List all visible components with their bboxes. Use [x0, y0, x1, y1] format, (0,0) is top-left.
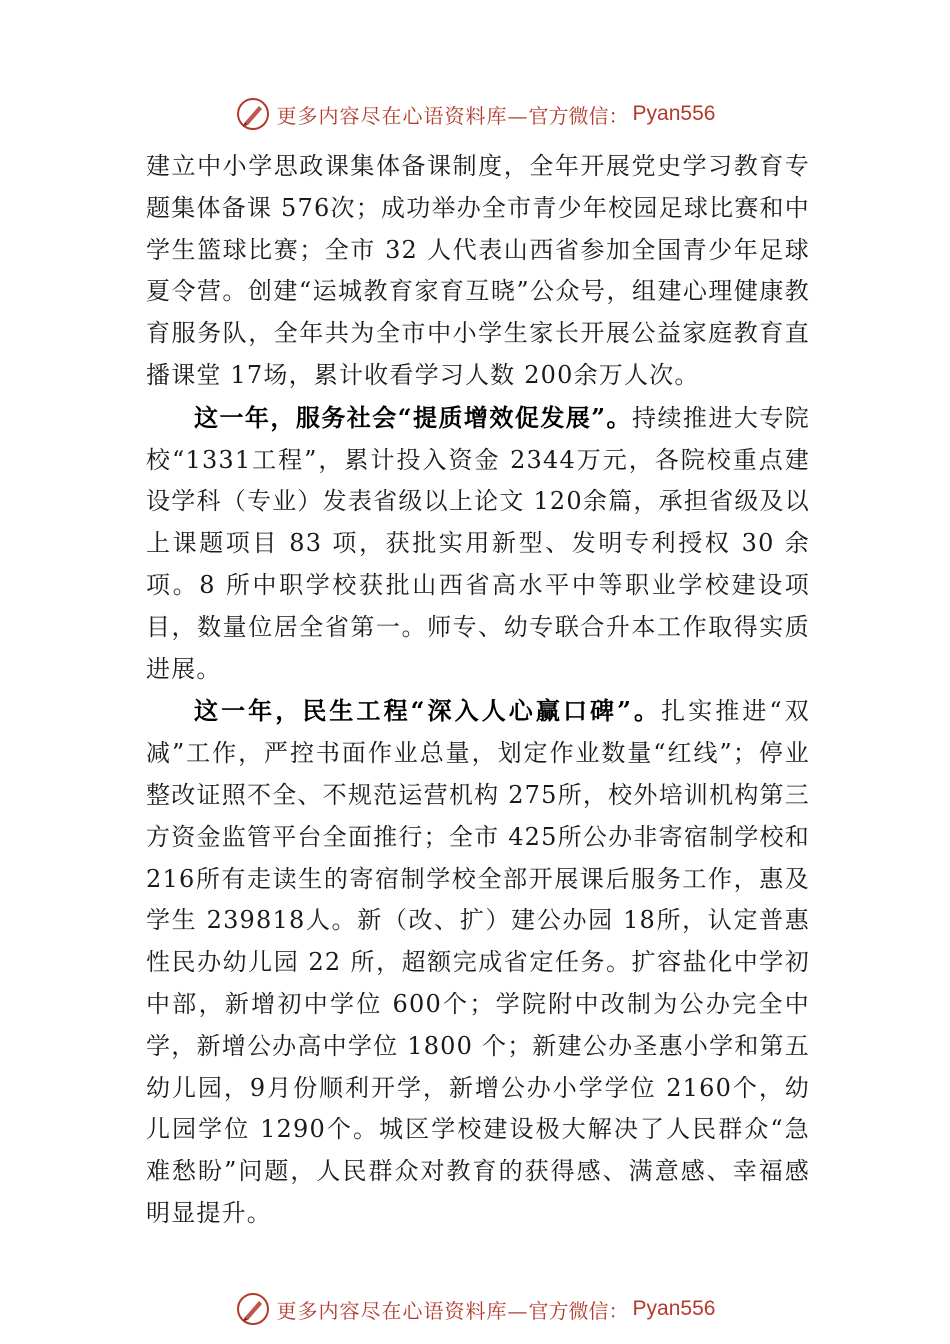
wechat-label: 官方微信：	[528, 103, 629, 128]
header-banner	[0, 94, 950, 134]
paragraph-2	[146, 397, 810, 691]
wechat-id: Pyan556	[632, 102, 716, 125]
wechat-label: 官方微信：	[528, 1298, 629, 1323]
wechat-id: Pyan556	[632, 1297, 716, 1320]
banner-text: 更多内容尽在心语资料库—	[276, 1298, 529, 1323]
paragraph-1	[146, 146, 810, 397]
paragraph-3	[146, 690, 810, 1234]
paragraph-text: 建立中小学思政课集体备课制度，全年开展党史学习教育专题集体备课 576次；成功举办全市青少年校园足球比赛和中学生篮球比赛；全市 32 人代表山西省参加全国青少年足球夏令营。创建“运城教育家育互晓”公众号，组建心理健康教育服务队，全年共为全市中小学生家长开展公益家庭教育直播课堂 17场，累计收看学习人数 200余万人次。	[146, 152, 810, 389]
pen-logo-icon	[235, 1291, 271, 1327]
paragraph-text: 扎实推进“双减”工作，严控书面作业总量，划定作业数量“红线”；停业整改证照不全、不规范运营机构 275所，校外培训机构第三方资金监管平台全面推行；全市 425所公办非寄宿制学校和 216所有走读生的寄宿制学校全部开展课后服务工作，惠及学生 239818人。新（改、扩）建公办园 18所，认定普惠性民办幼儿园 22 所，超额完成省定任务。扩容盐化中学初中部，新增初中学位 600个；学院附中改制为公办完全中学，新增公办高中学位 1800 个；新建公办圣惠小学和第五幼儿园，9月份顺利开学，新增公办小学学位 2160个，幼儿园学位 1290个。城区学校建设极大解决了人民群众“急难愁盼”问题，人民群众对教育的获得感、满意感、幸福感明显提升。	[146, 697, 810, 1227]
paragraph-text: 持续推进大专院校“1331工程”，累计投入资金 2344万元，各院校重点建设学科（专业）发表省级以上论文 120余篇，承担省级及以上课题项目 83 项，获批实用新型、发明专利授权 30 余项。8 所中职学校获批山西省高水平中等职业学校建设项目，数量位居全省第一。师专、幼专联合升本工作取得实质进展。	[146, 403, 810, 683]
pen-logo-icon	[235, 96, 271, 132]
paragraph-lead: 这一年，民生工程“深入人心赢口碑”。	[194, 696, 662, 726]
footer-banner	[0, 1289, 950, 1329]
document-body	[146, 146, 810, 1235]
paragraph-lead: 这一年，服务社会“提质增效促发展”。	[194, 402, 632, 432]
banner-text: 更多内容尽在心语资料库—	[276, 103, 529, 128]
